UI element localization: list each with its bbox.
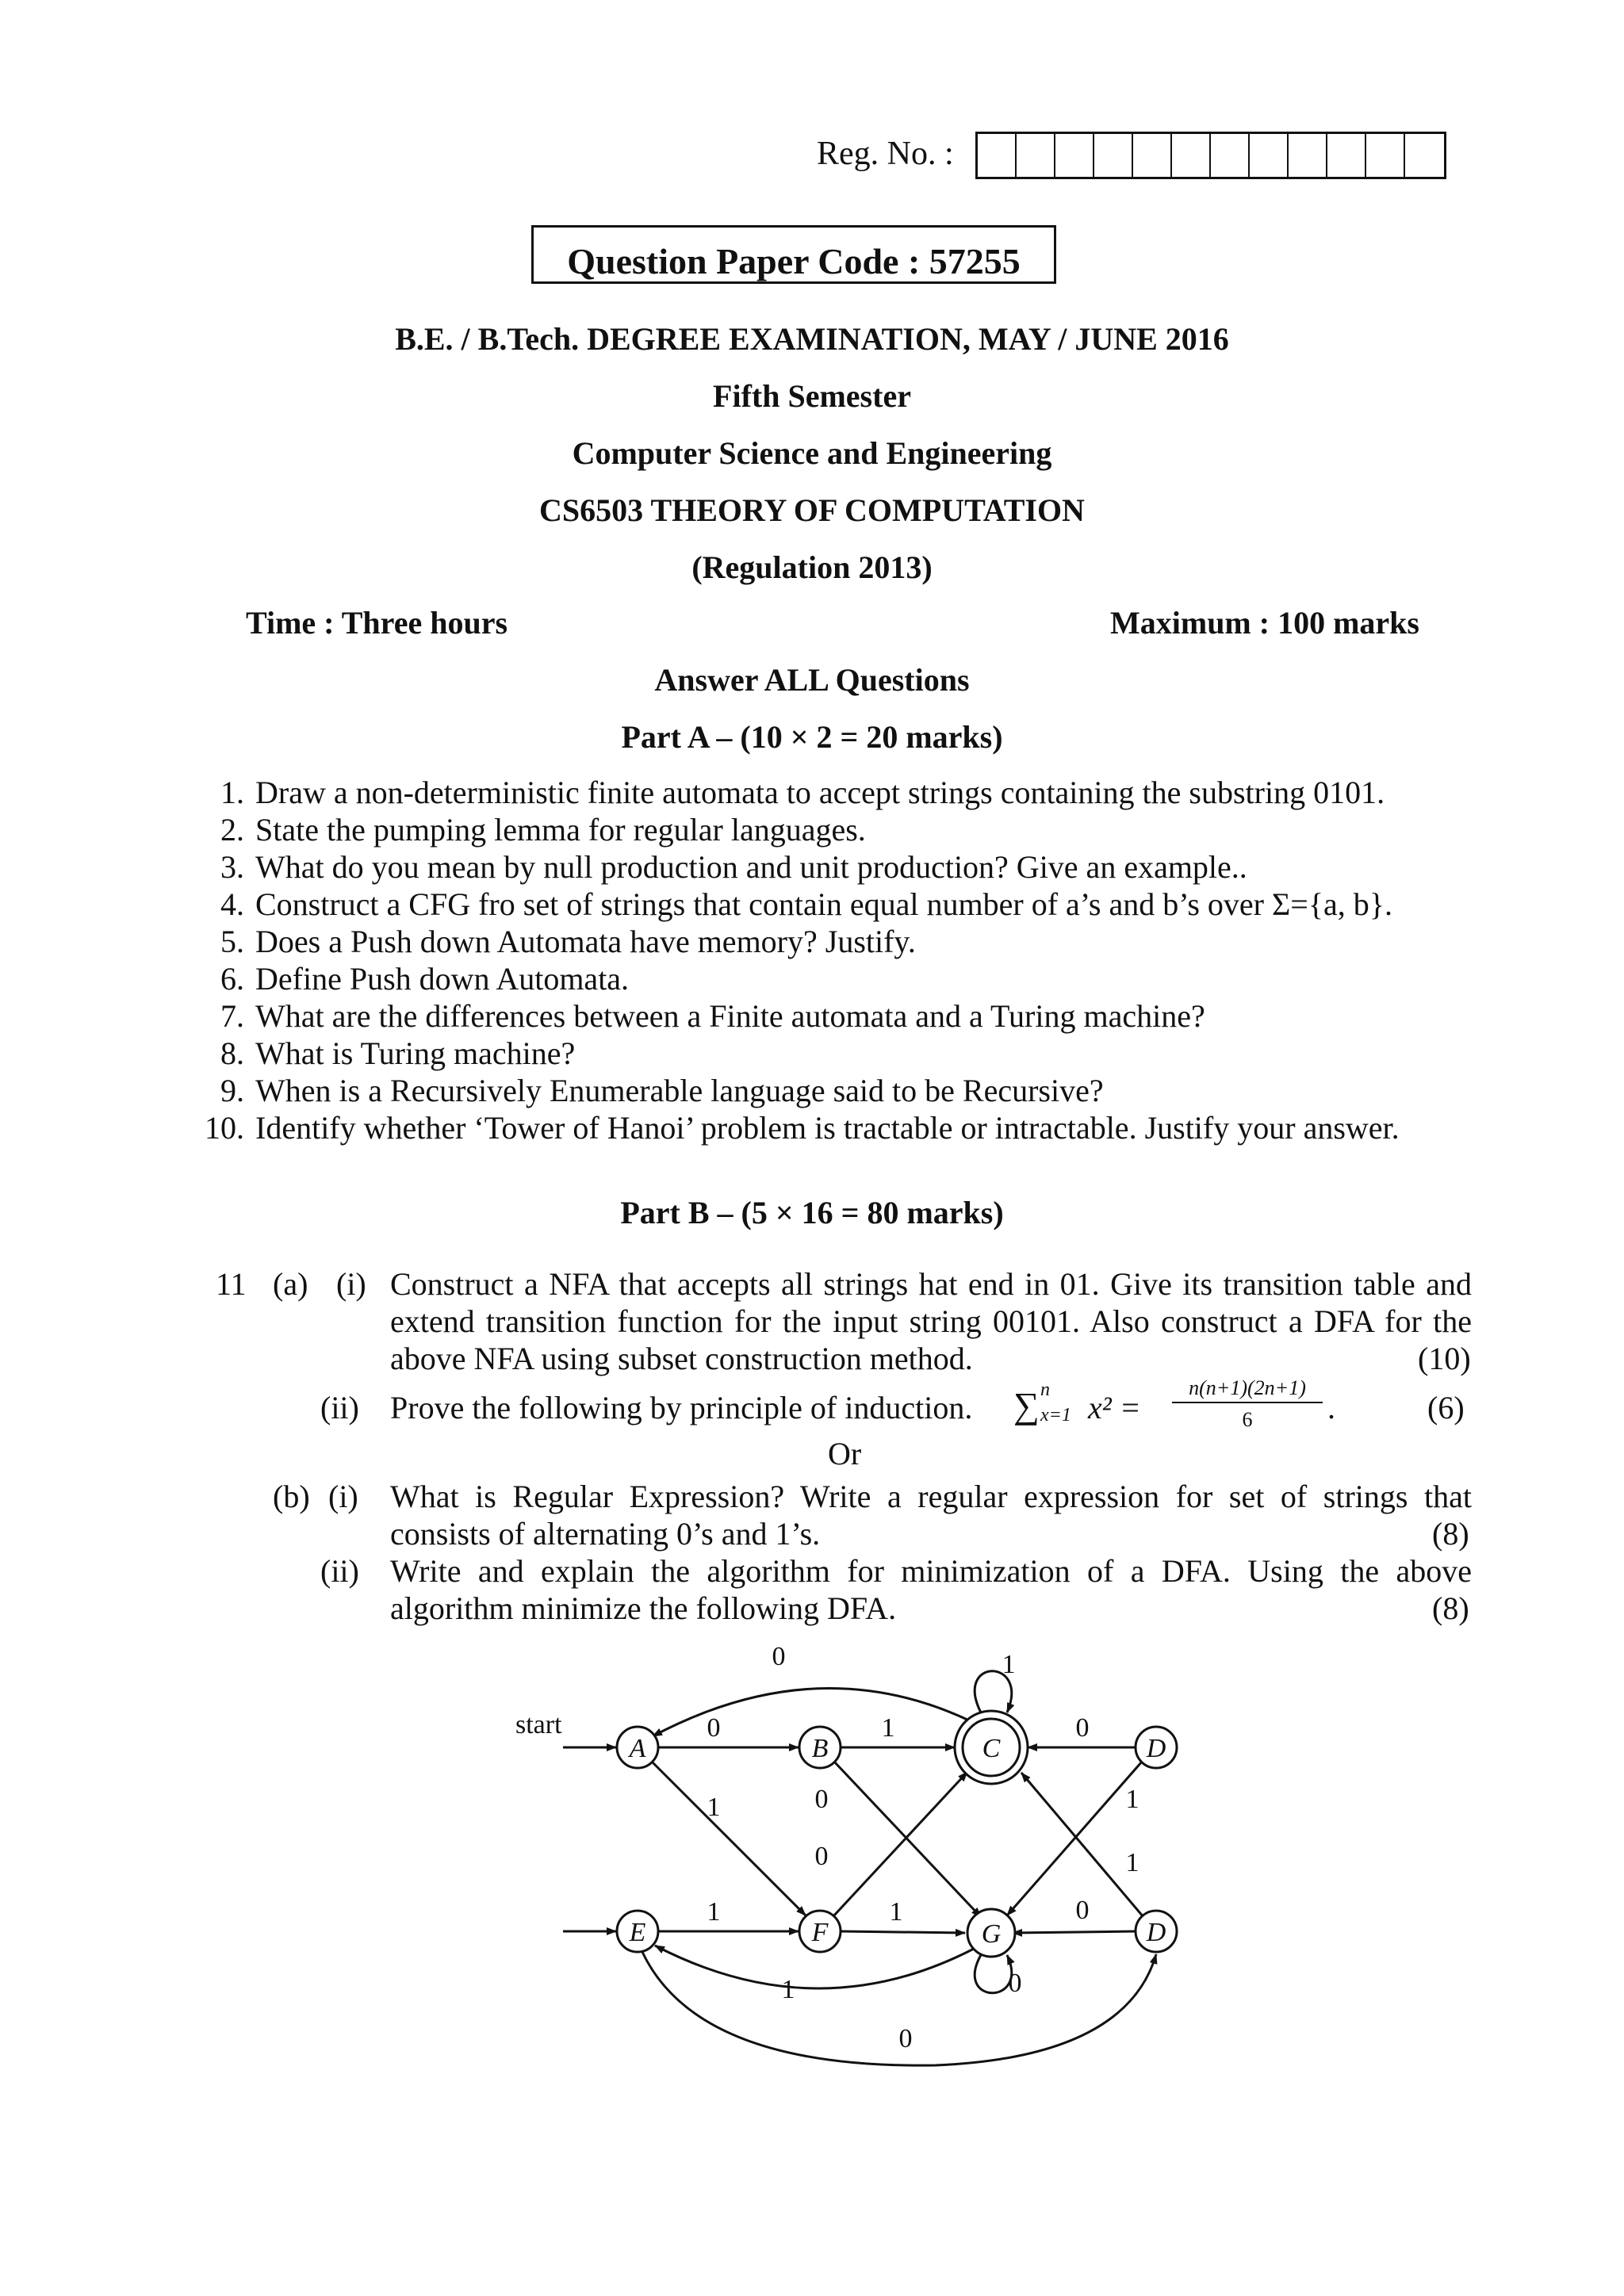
edge-label: 1 [707, 1793, 721, 1822]
instruction: Answer ALL Questions [654, 662, 970, 698]
state-label: B [811, 1734, 829, 1763]
state-label: D [1146, 1918, 1166, 1947]
q11a-ii-text: Prove the following by principle of induction. [390, 1390, 973, 1425]
edge-label: 1 [781, 1975, 795, 2004]
edge-label: 1 [881, 1713, 895, 1743]
part-a-question: 10. Identify whether ‘Tower of Hanoi’ problem is tractable or intractable. Justify your answer. [205, 1110, 1400, 1146]
edge-label: 0 [1008, 1969, 1022, 1998]
edge-label: 0 [1075, 1896, 1090, 1925]
q11b-i-line: consists of alternating 0’s and 1’s. [390, 1516, 821, 1552]
exam-title: B.E. / B.Tech. DEGREE EXAMINATION, MAY / JUNE 2016 [395, 321, 1229, 357]
edge-b-g [834, 1762, 981, 1917]
q11a-i-line: above NFA using subset construction method. [390, 1341, 973, 1376]
edge-label: 0 [814, 1842, 829, 1871]
part-a-question: 3. What do you mean by null production and unit production? Give an example.. [220, 849, 1247, 885]
edge-label: 0 [898, 2024, 913, 2053]
edge-label: 1 [1002, 1650, 1016, 1679]
part-b-title: Part B – (5 × 16 = 80 marks) [620, 1195, 1004, 1230]
q11a-i-line: Construct a NFA that accepts all strings hat end in 01. Give its transition table and [390, 1266, 1472, 1302]
part-a-question: 9. When is a Recursively Enumerable language said to be Recursive? [220, 1073, 1104, 1108]
marks: (10) [1418, 1341, 1471, 1376]
question-number: 11 [216, 1266, 247, 1302]
state-label: E [629, 1918, 646, 1947]
question-paper-code: Question Paper Code : 57255 [531, 225, 1056, 284]
q11b-ii-line: Write and explain the algorithm for minimization of a DFA. Using the above [390, 1553, 1472, 1589]
part-a-question: 8. What is Turing machine? [220, 1035, 576, 1071]
time-label: Time : Three hours [246, 605, 508, 641]
edge-g-loop [975, 1954, 1011, 1993]
reg-no-label: Reg. No. : [817, 136, 954, 172]
sub-label-i: (i) [328, 1479, 358, 1514]
max-marks-label: Maximum : 100 marks [1110, 605, 1419, 641]
q11b-ii-line: algorithm minimize the following DFA. [390, 1590, 897, 1626]
state-label: G [981, 1919, 1002, 1949]
sub-label-ii: (ii) [320, 1390, 359, 1425]
semester: Fifth Semester [713, 378, 911, 414]
part-a-question: 4. Construct a CFG fro set of strings that contain equal number of a’s and b’s over Σ={a, b}. [220, 886, 1392, 922]
edge-label: 1 [1125, 1848, 1139, 1877]
edge-label: 0 [1075, 1713, 1090, 1743]
dfa-diagram [492, 1625, 1205, 2069]
edge-f-g [841, 1931, 965, 1933]
part-a-question: 7. What are the differences between a Finite automata and a Turing machine? [220, 998, 1205, 1034]
sub-label-ii: (ii) [320, 1553, 359, 1589]
state-label: D [1146, 1734, 1166, 1763]
q11a-i-line: extend transition function for the input string 00101. Also construct a DFA for the [390, 1303, 1472, 1339]
marks: (8) [1432, 1590, 1469, 1626]
reg-no-boxes [975, 132, 1446, 179]
state-label: C [982, 1734, 1001, 1763]
edge-label: 0 [772, 1642, 786, 1671]
sub-label-i: (i) [336, 1266, 366, 1302]
department: Computer Science and Engineering [572, 435, 1052, 471]
state-label: A [629, 1734, 646, 1763]
state-label: F [811, 1918, 829, 1947]
or-separator: Or [828, 1436, 862, 1471]
marks: (6) [1427, 1390, 1465, 1425]
sub-label-b: (b) [273, 1479, 310, 1514]
marks: (8) [1432, 1516, 1469, 1552]
regulation: (Regulation 2013) [691, 549, 933, 585]
part-a-question: 1. Draw a non-deterministic finite automata to accept strings containing the substring 0101. [220, 775, 1385, 810]
start-label: start [515, 1710, 562, 1739]
edge-label: 1 [707, 1897, 721, 1927]
edge-label: 1 [889, 1897, 903, 1927]
part-a-question: 6. Define Push down Automata. [220, 961, 630, 997]
edge-label: 0 [814, 1785, 829, 1814]
edge-label: 1 [1125, 1785, 1139, 1814]
edge-label: 0 [707, 1713, 721, 1743]
course-title: CS6503 THEORY OF COMPUTATION [539, 492, 1085, 528]
edge-d2-g [1013, 1931, 1136, 1933]
q11b-i-line: What is Regular Expression? Write a regular expression for set of strings that [390, 1479, 1472, 1514]
edge-f-c [833, 1772, 967, 1917]
edge-a-f [652, 1762, 806, 1915]
sub-label-a: (a) [273, 1266, 308, 1302]
part-a-question: 2. State the pumping lemma for regular languages. [220, 812, 866, 848]
part-a-question: 5. Does a Push down Automata have memory? Justify. [220, 924, 916, 959]
part-a-title: Part A – (10 × 2 = 20 marks) [621, 719, 1003, 755]
